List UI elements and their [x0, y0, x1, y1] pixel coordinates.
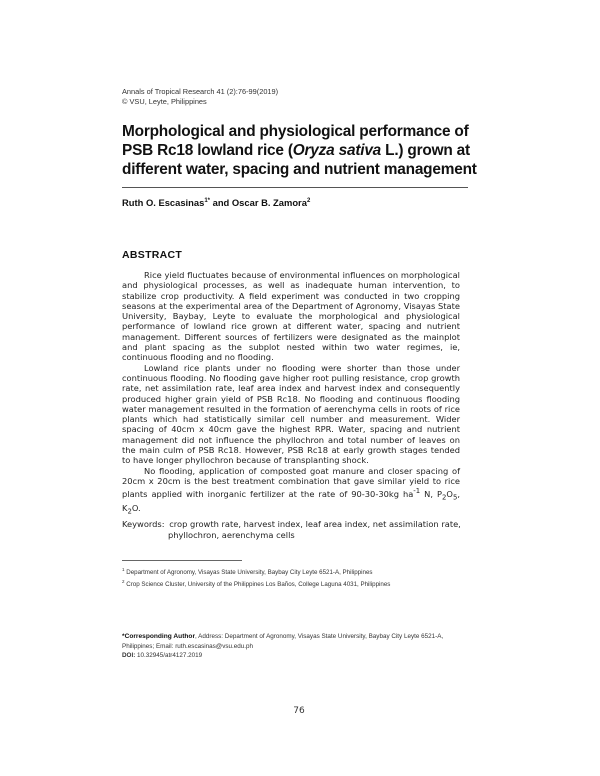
title-part1: Morphological and physiological performance of PSB Rc18 lowland rice ( — [122, 123, 469, 159]
npk-o: O — [446, 489, 453, 499]
corresponding-address: , Address: Department of Agronomy, Visayas State University, Baybay City Leyte 6521-A, Philippines; Email: ruth.escasinas@vsu.edu.ph — [122, 633, 444, 650]
abstract-body — [122, 270, 460, 517]
doi-value: 10.32945/atr4127.2019 — [135, 652, 203, 659]
doi-label: DOI: — [122, 652, 136, 659]
footnote-rule — [122, 560, 242, 561]
page-number: 76 — [293, 706, 305, 716]
footnote-1-mark: 1 — [122, 567, 125, 572]
abstract-paragraph-3 — [122, 466, 460, 517]
abstract-paragraph-2: Lowland rice plants under no flooding were shorter than those under continuous flooding. No flooding gave higher root pulling resistance, crop growth rate, net assimilation rate, leaf area index and harvest index and consequently produced higher grain yield of PSB Rc18. No flooding and continuous flooding water management resulted in the formation of aerenchyma cells in roots of rice plants which had statistically similar cell number and measurement. Wider spacing of 40cm x 40cm gave the highest RPR. Water, spacing and nutrient management did not influence the phyllochron and total number of leaves on the main culm of PSB Rc18. However, PSB Rc18 at early growth stages tended to have longer phyllochron because of transplanting shock. — [122, 362, 460, 466]
paper-title — [122, 122, 482, 179]
affiliation-footnotes — [122, 565, 468, 589]
journal-info — [122, 87, 278, 107]
npk-k-subscript: 2 — [127, 507, 132, 516]
npk-end: O. — [131, 502, 141, 513]
keywords-list-line2: phyllochron, aerenchyma cells — [168, 530, 295, 540]
npk-p-subscript: 2 — [442, 493, 447, 502]
footnote-affiliation-2 — [122, 577, 468, 589]
npk-o-subscript: 5 — [452, 493, 458, 502]
journal-citation: Annals of Tropical Research 41 (2):76-99(2019) — [122, 87, 279, 96]
title-rule — [122, 187, 468, 188]
author-2-mark: 2 — [306, 197, 311, 204]
npk-k: , K — [122, 489, 460, 513]
keywords — [122, 519, 462, 541]
journal-copyright: © VSU, Leyte, Philippines — [122, 97, 207, 106]
footnote-2-text: Crop Science Cluster, University of the Philippines Los Baños, College Laguna 4031, Philippines — [124, 581, 391, 589]
corresponding-author — [122, 632, 467, 661]
keywords-label: Keywords: — [122, 519, 165, 529]
abstract-heading: ABSTRACT — [122, 249, 183, 261]
abstract-paragraph-1: Rice yield fluctuates because of environmental influences on morphological and physiological processes, as well as inadequate human intervention, to stabilize crop productivity. A field experiment was conducted in two cropping seasons at the experimental area of the Department of Agronomy, Visayas State University, Baybay, Leyte to evaluate the morphological and physiological performance of lowland rice grown at different water, spacing and nutrient management. Different sources of fertilizers were designated as the mainplot and plant spacing as the subplot nested within two water regimes, ie, continuous flooding and no flooding. — [122, 270, 460, 363]
title-part2: L.) grown at different water, spacing and nutrient management — [122, 142, 477, 178]
footnote-1-text: Department of Agronomy, Visayas State University, Baybay City Leyte 6521-A, Philippines — [124, 569, 373, 577]
title-species-italic: Oryza sativa — [292, 142, 382, 159]
corresponding-label: *Corresponding Author — [122, 633, 196, 640]
rate-unit-exponent: -1 — [413, 487, 421, 496]
abstract-paragraph-3-text: No flooding, application of composted goat manure and closer spacing of 20cm x 20cm is the best treatment combination that gave similar yield to rice plants applied with inorganic fertilizer at the rate of 90-30-30kg ha — [122, 465, 460, 499]
author-1-mark: 1* — [204, 197, 210, 204]
author-1-name: Ruth O. Escasinas — [122, 197, 205, 208]
author-line — [122, 197, 310, 208]
npk-n: N, P — [420, 489, 443, 499]
author-2-name: Oscar B. Zamora — [231, 197, 307, 208]
author-conjunction: and — [210, 197, 232, 208]
footnote-affiliation-1 — [122, 565, 468, 577]
footnote-2-mark: 2 — [122, 579, 125, 585]
keywords-list-line1: crop growth rate, harvest index, leaf area index, net assimilation rate, — [169, 519, 461, 529]
doi-line — [122, 651, 467, 661]
